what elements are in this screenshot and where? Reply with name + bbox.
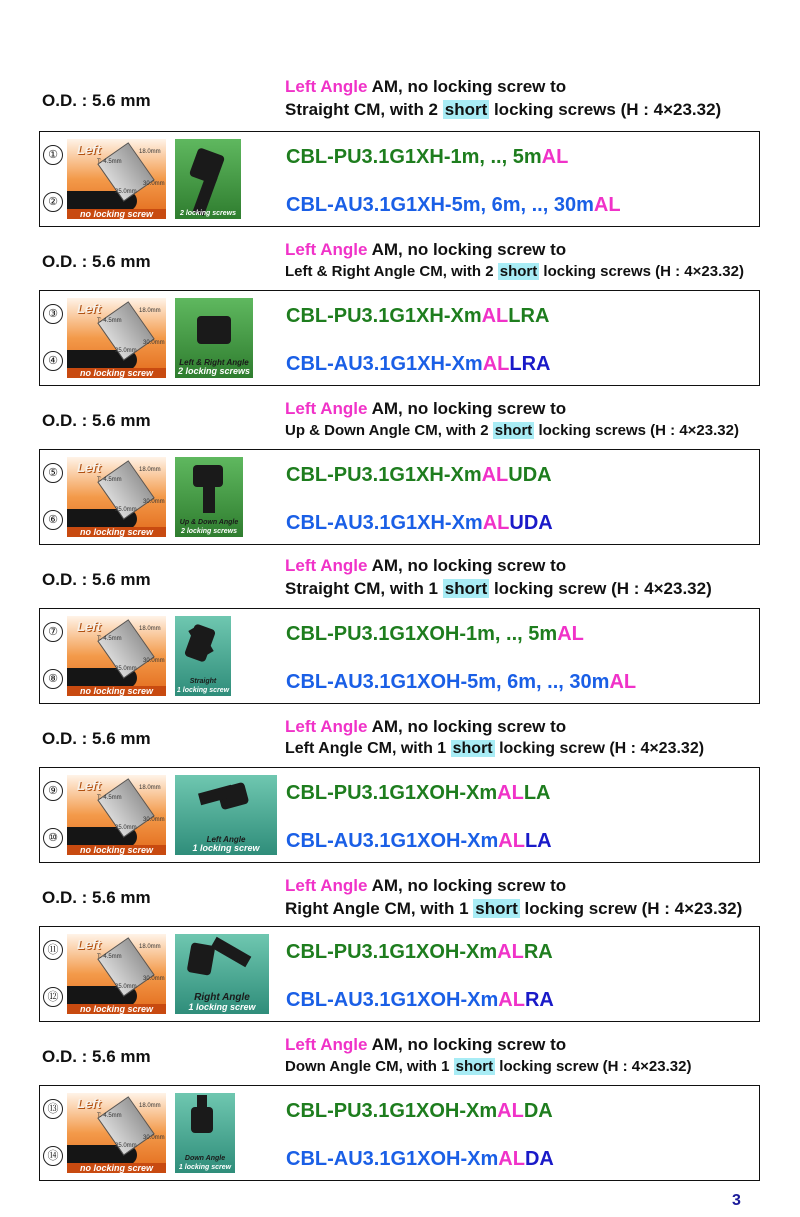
section-header — [0, 232, 800, 290]
od-label: O.D. : 5.6 mm — [42, 729, 151, 748]
cm-connector-image — [175, 298, 253, 378]
cm-connector-image — [175, 457, 243, 537]
section-header — [0, 73, 800, 131]
description-line-2-after: locking screws (H : 4×23.32) — [539, 263, 744, 280]
locking-caption: 1 locking screw — [176, 687, 230, 694]
dim-c: 25.0mm — [115, 1143, 137, 1149]
item-number-1: ⑬ — [43, 1099, 63, 1119]
dim-a: 18.0mm — [139, 149, 161, 155]
part-number-suffix: LA — [523, 782, 551, 804]
left-angle-text: Left Angle — [285, 876, 368, 895]
description-line-2-before: Left Angle CM, with 1 — [285, 740, 451, 757]
section-header — [0, 1027, 800, 1085]
part-number-base: CBL-AU3.1G1XH-5m, 6m, .., 30m — [286, 194, 594, 216]
description-line-1 — [285, 399, 566, 419]
dim-d: 30.0mm — [143, 817, 165, 823]
dim-c: 25.0mm — [115, 189, 137, 195]
connector-shape — [197, 316, 231, 344]
part-number-al: AL — [557, 623, 584, 645]
no-locking-label: no locking screw — [67, 686, 166, 696]
dim-d: 30.0mm — [143, 976, 165, 982]
dim-a: 18.0mm — [139, 467, 161, 473]
part-number-al: AL — [498, 830, 525, 852]
description-line-1-rest: AM, no locking screw to — [367, 717, 567, 736]
part-number-al: AL — [498, 1148, 525, 1170]
item-number-2: ④ — [43, 351, 63, 371]
description-line-1 — [285, 876, 566, 896]
part-number-au — [286, 1148, 554, 1171]
left-angle-am-image — [67, 616, 166, 696]
dim-a: 18.0mm — [139, 944, 161, 950]
connector-caption: Right Angle — [194, 992, 250, 1003]
part-number-base: CBL-PU3.1G1XOH-Xm — [286, 1100, 498, 1122]
description-line-2-after: locking screw (H : 4×23.32) — [519, 899, 743, 918]
description-line-2-after: locking screws (H : 4×23.32) — [489, 100, 722, 119]
part-number-al: AL — [482, 353, 510, 375]
left-label: Left — [77, 1096, 101, 1111]
product-box — [39, 926, 760, 1022]
locking-caption: 1 locking screw — [192, 843, 260, 853]
description-line-2 — [285, 263, 744, 280]
part-number-suffix: LRA — [509, 353, 551, 375]
left-label: Left — [77, 778, 101, 793]
left-angle-text: Left Angle — [285, 399, 368, 418]
od-label: O.D. : 5.6 mm — [42, 888, 151, 907]
item-number-2: ⑧ — [43, 669, 63, 689]
item-number-1: ⑨ — [43, 781, 63, 801]
description-line-1 — [285, 1035, 566, 1055]
locking-caption: 2 locking screws — [180, 528, 238, 535]
short-highlight: short — [499, 263, 538, 280]
part-number-suffix: LA — [524, 830, 552, 852]
section-header — [0, 868, 800, 926]
left-angle-text: Left Angle — [285, 717, 368, 736]
dim-c: 25.0mm — [115, 825, 137, 831]
left-angle-am-image — [67, 934, 166, 1014]
part-number-base: CBL-AU3.1G1XOH-Xm — [286, 1148, 499, 1170]
description-line-1 — [285, 717, 566, 737]
part-number-suffix: RA — [524, 989, 554, 1011]
item-number-2: ⑫ — [43, 987, 63, 1007]
part-number-pu — [286, 464, 552, 487]
dim-b: T: 4.5mm — [97, 636, 122, 642]
locking-caption: 2 locking screws — [177, 366, 251, 376]
description-line-2-after: locking screw (H : 4×23.32) — [494, 740, 705, 757]
left-angle-text: Left Angle — [285, 240, 368, 259]
short-highlight: short — [455, 1058, 494, 1075]
connector-shape — [189, 147, 226, 185]
part-number-base: CBL-PU3.1G1XOH-Xm — [286, 941, 498, 963]
part-number-base: CBL-AU3.1G1XOH-Xm — [286, 830, 499, 852]
dim-b: T: 4.5mm — [97, 1113, 122, 1119]
locking-caption: 1 locking screw — [188, 1002, 256, 1012]
part-number-suffix: RA — [523, 941, 553, 963]
description-line-2-before: Down Angle CM, with 1 — [285, 1058, 454, 1075]
part-number-al: AL — [609, 671, 637, 693]
no-locking-label: no locking screw — [67, 1004, 166, 1014]
part-number-base: CBL-PU3.1G1XH-Xm — [286, 305, 482, 327]
left-label: Left — [77, 301, 101, 316]
short-highlight: short — [494, 422, 533, 439]
item-number-1: ⑦ — [43, 622, 63, 642]
item-number-1: ⑤ — [43, 463, 63, 483]
part-number-suffix: DA — [523, 1100, 553, 1122]
description-line-2-before: Up & Down Angle CM, with 2 — [285, 422, 493, 439]
cable-shape — [211, 937, 252, 967]
part-number-au — [286, 671, 636, 694]
dim-d: 30.0mm — [143, 340, 165, 346]
item-number-1: ① — [43, 145, 63, 165]
part-number-al: AL — [497, 941, 524, 963]
description-line-2-after: locking screw (H : 4×23.32) — [495, 1058, 692, 1075]
short-highlight: short — [444, 100, 488, 119]
description-line-2 — [285, 579, 712, 599]
description-line-1-rest: AM, no locking screw to — [367, 399, 567, 418]
dim-d: 30.0mm — [143, 499, 165, 505]
part-number-base: CBL-AU3.1G1XH-Xm — [286, 512, 483, 534]
left-label: Left — [77, 142, 101, 157]
short-highlight: short — [452, 740, 493, 757]
dim-c: 25.0mm — [115, 984, 137, 990]
part-number-pu — [286, 782, 551, 805]
dim-b: T: 4.5mm — [97, 795, 122, 801]
section-header — [0, 709, 800, 767]
item-number-2: ② — [43, 192, 63, 212]
od-label: O.D. : 5.6 mm — [42, 1047, 151, 1066]
left-label: Left — [77, 460, 101, 475]
dim-a: 18.0mm — [139, 1103, 161, 1109]
part-number-al: AL — [481, 464, 509, 486]
part-number-pu — [286, 1100, 553, 1123]
left-angle-am-image — [67, 298, 166, 378]
short-highlight: short — [475, 899, 518, 918]
part-number-al: AL — [541, 146, 569, 168]
description-line-1-rest: AM, no locking screw to — [367, 876, 567, 895]
product-box — [39, 1085, 760, 1181]
connector-caption: Up & Down Angle — [179, 519, 239, 526]
description-line-2-before: Left & Right Angle CM, with 2 — [285, 263, 498, 280]
dim-d: 30.0mm — [143, 181, 165, 187]
short-highlight: short — [444, 579, 488, 598]
description-line-1-rest: AM, no locking screw to — [367, 556, 567, 575]
product-box — [39, 608, 760, 704]
part-number-al: AL — [497, 782, 524, 804]
part-number-base: CBL-AU3.1G1XOH-Xm — [286, 989, 499, 1011]
connector-caption: Left & Right Angle — [179, 358, 249, 367]
dim-b: T: 4.5mm — [97, 477, 122, 483]
connector-caption: Down Angle — [184, 1155, 226, 1162]
cable-shape — [197, 1095, 207, 1111]
description-line-2-before: Straight CM, with 1 — [285, 579, 443, 598]
left-angle-am-image — [67, 1093, 166, 1173]
part-number-base: CBL-AU3.1G1XOH-5m, 6m, .., 30m — [286, 671, 610, 693]
item-number-2: ⑥ — [43, 510, 63, 530]
item-number-1: ⑪ — [43, 940, 63, 960]
description-line-2-after: locking screws (H : 4×23.32) — [534, 422, 739, 439]
dim-b: T: 4.5mm — [97, 954, 122, 960]
part-number-base: CBL-PU3.1G1XOH-Xm — [286, 782, 498, 804]
section-header — [0, 391, 800, 449]
left-angle-am-image — [67, 139, 166, 219]
dim-c: 25.0mm — [115, 507, 137, 513]
page-number: 3 — [732, 1192, 741, 1209]
dim-a: 18.0mm — [139, 785, 161, 791]
description-line-2-before: Right Angle CM, with 1 — [285, 899, 474, 918]
description-line-1-rest: AM, no locking screw to — [367, 1035, 567, 1054]
no-locking-label: no locking screw — [67, 1163, 166, 1173]
part-number-au — [286, 353, 550, 376]
part-number-al: AL — [593, 194, 621, 216]
dim-d: 30.0mm — [143, 658, 165, 664]
description-line-2-before: Straight CM, with 2 — [285, 100, 443, 119]
left-angle-text: Left Angle — [285, 77, 368, 96]
part-number-pu — [286, 623, 584, 646]
description-line-2 — [285, 1058, 691, 1075]
dim-a: 18.0mm — [139, 626, 161, 632]
connector-shape — [193, 465, 223, 487]
part-number-pu — [286, 146, 568, 169]
description-line-2 — [285, 100, 721, 120]
item-number-1: ③ — [43, 304, 63, 324]
section-header — [0, 550, 800, 608]
cm-connector-image — [175, 139, 241, 219]
part-number-al: AL — [481, 305, 509, 327]
product-box — [39, 449, 760, 545]
od-label: O.D. : 5.6 mm — [42, 411, 151, 430]
description-line-1-rest: AM, no locking screw to — [367, 240, 567, 259]
part-number-au — [286, 830, 552, 853]
left-angle-text: Left Angle — [285, 556, 368, 575]
part-number-base: CBL-AU3.1G1XH-Xm — [286, 353, 483, 375]
part-number-pu — [286, 305, 549, 328]
od-label: O.D. : 5.6 mm — [42, 570, 151, 589]
part-number-suffix: UDA — [508, 464, 552, 486]
description-line-1 — [285, 77, 566, 97]
cm-connector-image — [175, 616, 231, 696]
locking-caption: 2 locking screws — [179, 210, 237, 217]
left-angle-am-image — [67, 775, 166, 855]
no-locking-label: no locking screw — [67, 368, 166, 378]
description-line-1-rest: AM, no locking screw to — [367, 77, 567, 96]
part-number-suffix: UDA — [509, 512, 553, 534]
part-number-suffix: DA — [524, 1148, 554, 1170]
cable-shape — [203, 485, 215, 513]
dim-b: T: 4.5mm — [97, 159, 122, 165]
cm-connector-image — [175, 1093, 235, 1173]
part-number-base: CBL-PU3.1G1XH-1m, .., 5m — [286, 146, 542, 168]
product-box — [39, 131, 760, 227]
item-number-2: ⑩ — [43, 828, 63, 848]
part-number-suffix: LRA — [508, 305, 550, 327]
item-number-2: ⑭ — [43, 1146, 63, 1166]
part-number-al: AL — [498, 989, 525, 1011]
dim-b: T: 4.5mm — [97, 318, 122, 324]
dim-c: 25.0mm — [115, 666, 137, 672]
connector-caption: Left Angle — [206, 835, 246, 844]
product-box — [39, 767, 760, 863]
left-label: Left — [77, 619, 101, 634]
description-line-1 — [285, 240, 566, 260]
od-label: O.D. : 5.6 mm — [42, 252, 151, 271]
dim-c: 25.0mm — [115, 348, 137, 354]
description-line-2 — [285, 899, 742, 919]
cm-connector-image — [175, 775, 277, 855]
part-number-al: AL — [497, 1100, 524, 1122]
part-number-au — [286, 989, 554, 1012]
description-line-2 — [285, 422, 739, 439]
left-angle-text: Left Angle — [285, 1035, 368, 1054]
dim-d: 30.0mm — [143, 1135, 165, 1141]
part-number-pu — [286, 941, 553, 964]
no-locking-label: no locking screw — [67, 845, 166, 855]
description-line-2 — [285, 740, 704, 758]
part-number-au — [286, 512, 553, 535]
part-number-al: AL — [482, 512, 510, 534]
description-line-2-after: locking screw (H : 4×23.32) — [489, 579, 712, 598]
no-locking-label: no locking screw — [67, 209, 166, 219]
part-number-base: CBL-PU3.1G1XOH-1m, .., 5m — [286, 623, 558, 645]
product-box — [39, 290, 760, 386]
connector-caption: Straight — [189, 678, 217, 685]
no-locking-label: no locking screw — [67, 527, 166, 537]
part-number-base: CBL-PU3.1G1XH-Xm — [286, 464, 482, 486]
left-angle-am-image — [67, 457, 166, 537]
dim-a: 18.0mm — [139, 308, 161, 314]
description-line-1 — [285, 556, 566, 576]
left-label: Left — [77, 937, 101, 952]
locking-caption: 1 locking screw — [178, 1164, 232, 1171]
cm-connector-image — [175, 934, 269, 1014]
od-label: O.D. : 5.6 mm — [42, 91, 151, 110]
part-number-au — [286, 194, 621, 217]
